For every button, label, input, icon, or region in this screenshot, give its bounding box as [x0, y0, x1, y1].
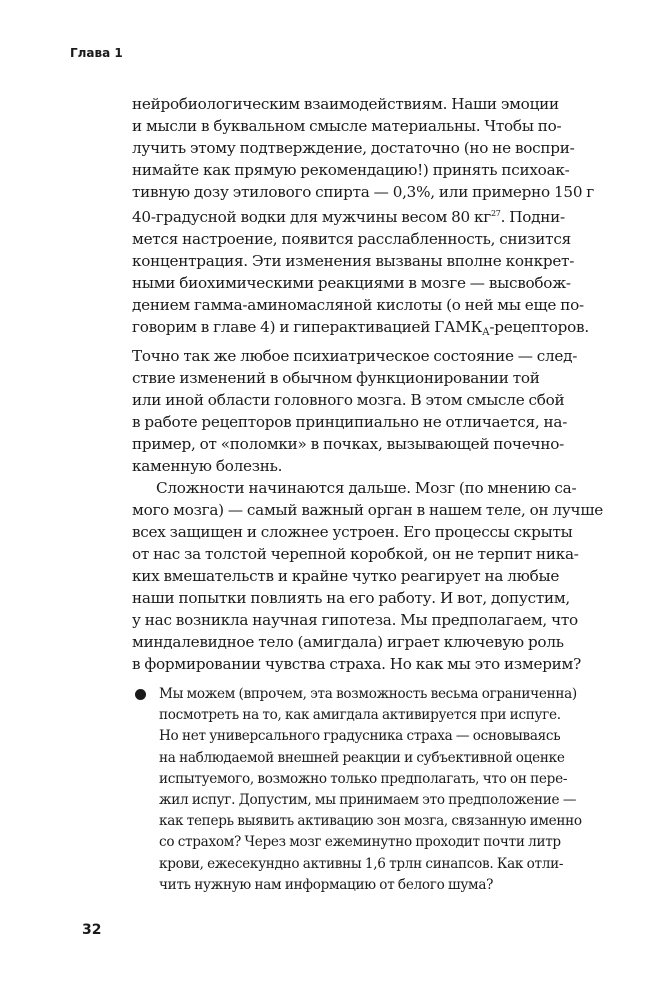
text-line: в работе рецепторов принципиально не отличается, на- — [132, 412, 568, 431]
text-line: ными биохимическими реакциями в мозге — высвобож- — [132, 274, 571, 293]
text-segment: . Подни- — [500, 208, 565, 227]
text-line: каменную болезнь. — [132, 456, 283, 475]
text-line: или иной области головного мозга. В этом смысле сбой — [132, 390, 565, 409]
chapter-header: Глава 1 — [70, 46, 123, 60]
text-line: всех защищен и сложнее устроен. Его процессы скрыты — [132, 522, 573, 541]
main-text — [132, 93, 603, 675]
text-line: испытуемого, возможно только предполагать, что он пере- — [159, 770, 568, 787]
text-line: нимайте как прямую рекомендацию!) принять психоак- — [132, 161, 570, 180]
text-line: Точно так же любое психиатрическое состояние — след- — [132, 346, 578, 365]
text-line: Но нет универсального градусника страха — основываясь — [159, 728, 561, 745]
text-line: от нас за толстой черепной коробкой, он не терпит ника- — [132, 544, 579, 563]
text-line: у нас возникла научная гипотеза. Мы предполагаем, что — [132, 611, 578, 630]
text-line: со страхом? Через мозг ежеминутно проходит почти литр — [159, 834, 561, 851]
bullet-list-item — [159, 684, 599, 896]
text-line: пример, от «поломки» в почках, вызывающей почечно- — [132, 434, 564, 453]
text-line — [132, 316, 594, 344]
text-line: на наблюдаемой внешней реакции и субъективной оценке — [159, 749, 565, 766]
text-line: Мы можем (впрочем, эта возможность весьма ограниченна) — [159, 686, 577, 702]
text-line: как теперь выявить активацию зон мозга, связанную именно — [159, 813, 582, 830]
footnote-ref: 27 — [490, 209, 501, 219]
text-line: чить нужную нам информацию от белого шума? — [159, 876, 494, 893]
subscript: А — [482, 327, 490, 339]
text-line: жил испуг. Допустим, мы принимаем это предположение — — [159, 792, 577, 809]
text-line — [132, 203, 594, 228]
text-line: ствие изменений в обычном функционировании той — [132, 368, 540, 387]
text-line: мется настроение, появится расслабленность, снизится — [132, 230, 571, 249]
text-line: мого мозга) — самый важный орган в нашем теле, он лучше — [132, 500, 603, 519]
text-line: тивную дозу этилового спирта — 0,3%, или примерно 150 г — [132, 183, 595, 202]
text-line: наши попытки повлиять на его работу. И вот, допустим, — [132, 589, 571, 608]
text-line: крови, ежесекундно активны 1,6 трлн синапсов. Как отли- — [159, 855, 564, 872]
text-line: Сложности начинаются дальше. Мозг (по мнению са- — [156, 478, 577, 497]
text-line: в формировании чувства страха. Но как мы это измерим? — [132, 655, 582, 674]
bullet-icon — [135, 689, 146, 700]
text-segment: -рецепторов. — [489, 318, 589, 337]
text-segment: говорим в главе 4) и гиперактивацией ГАМК — [132, 318, 483, 337]
text-line: дением гамма-аминомасляной кислоты (о ней мы еще по- — [132, 296, 584, 315]
page-number: 32 — [82, 922, 102, 938]
text-line: концентрация. Эти изменения вызваны вполне конкрет- — [132, 252, 575, 271]
text-line: лучить этому подтверждение, достаточно (но не воспри- — [132, 139, 575, 158]
text-line: ких вмешательств и крайне чутко реагирует на любые — [132, 566, 560, 585]
text-line: посмотреть на то, как амигдала активируется при испуге. — [159, 707, 561, 724]
text-segment: 40-градусной водки для мужчины весом 80 кг — [132, 208, 491, 227]
text-line: нейробиологическим взаимодействиям. Наши эмоции — [132, 95, 559, 113]
text-line: и мысли в буквальном смысле материальны. Чтобы по- — [132, 117, 562, 136]
text-line: миндалевидное тело (амигдала) играет ключевую роль — [132, 633, 564, 652]
